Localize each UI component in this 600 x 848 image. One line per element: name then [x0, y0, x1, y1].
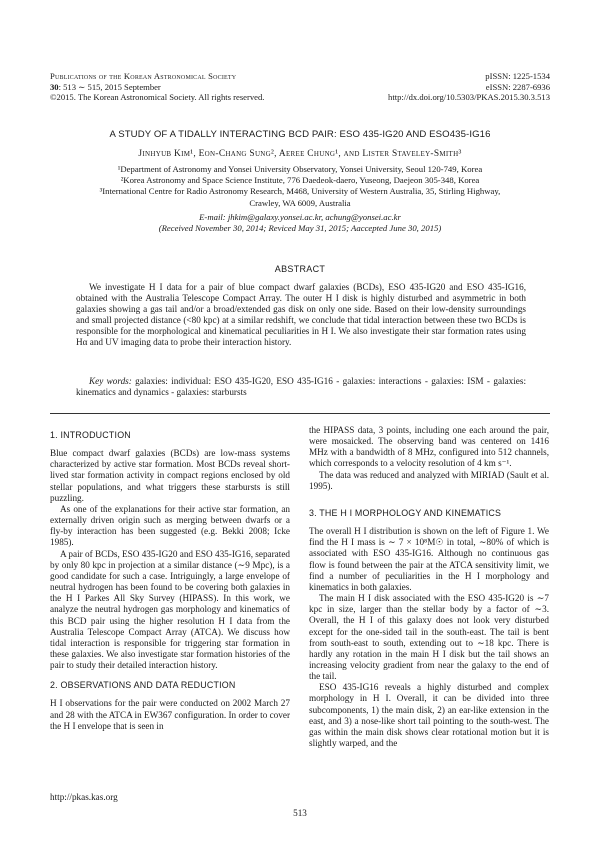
eissn: eISSN: 2287-6936 — [485, 81, 550, 92]
morph-paragraph-2: The main H I disk associated with the ESO 435-IG20 is ∼7 kpc in size, larger than the stellar body by a factor of ∼3. Overall, the H I of this galaxy does not look very disturbed except for the one-sided tail in the south-east. The tail is bent from south-east to south, extending out to ∼18 kpc. There is hardly any rotation in the main H I disk but the tail shows an increasing velocity gradient from near the galaxy to the end of the tail. — [309, 593, 549, 682]
obs-paragraph-1-continued: the HIPASS data, 3 points, including one each around the pair, were mosaicked. The observing band was centered on 1416 MHz with a bandwidth of 8 MHz, configured into 512 channels, which corresponds to a velocity resolution of 4 km s⁻¹. — [309, 425, 549, 469]
section-heading-morphology: 3. THE H I MORPHOLOGY AND KINEMATICS — [309, 507, 502, 518]
section-heading-observations: 2. OBSERVATIONS AND DATA REDUCTION — [50, 680, 236, 691]
intro-paragraph-3: A pair of BCDs, ESO 435-IG20 and ESO 435-IG16, separated by only 80 kpc in projection at a similar distance (∼9 Mpc), is a good candidate for such a case. Intriguingly, a large envelope of neutral hydrogen has been found to be covering both galaxies in the H I Parkes All Sky Survey (HIPASS). In this work, we analyze the neutral hydrogen gas morphology and kinematics of this BCD pair using the higher resolution H I data from the Australia Telescope Compact Array (ATCA). We discuss how tidal interaction is responsible for triggering star formation in these galaxies. We also investigate star formation histories of the pair to study their detailed interaction history. — [50, 548, 290, 671]
obs-paragraph-2: The data was reduced and analyzed with MIRIAD (Sault et al. 1995). — [309, 469, 549, 491]
paper-title: A STUDY OF A TIDALLY INTERACTING BCD PAIR: ESO 435-IG20 AND ESO435-IG16 — [109, 129, 491, 140]
doi-link[interactable]: http://dx.doi.org/10.5303/PKAS.2015.30.3.513 — [388, 92, 550, 103]
intro-paragraph-2: As one of the explanations for their active star formation, an externally driven origin such as merging between dwarfs or a fly-by interaction has been suggested (e.g. Bekki 2008; Icke 1985). — [50, 503, 290, 548]
morph-paragraph-1: The overall H I distribution is shown on the left of Figure 1. We find the H I mass is ∼ 7 × 10⁸M☉ in total, ∼80% of which is associated with ESO 435-IG16. Although no continuous gas flow is found between the pair at the ATCA sensitivity limit, we find a number of peculiarities in the H I morphology and kinematics in both galaxies. — [309, 526, 549, 592]
journal-name: Publications of the Korean Astronomical Society — [50, 71, 237, 81]
author-list: Jinhyub Kim¹, Eon-Chang Sung², Aeree Chung¹, and Lister Staveley-Smith³ — [138, 149, 462, 159]
keywords — [76, 376, 526, 398]
footer-url[interactable]: http://pkas.kas.org — [50, 792, 118, 802]
affiliation-3: ³International Centre for Radio Astronomy Research, M468, University of Western Australia, 35, Stirling Highway, — [99, 186, 501, 197]
abstract-text: We investigate H I data for a pair of blue compact dwarf galaxies (BCDs), ESO 435-IG20 and ESO 435-IG16, obtained with the Australia Telescope Compact Array. The outer H I disk is highly disturbed and asymmetric in both galaxies showing a gas tail and/or a broad/extended gas disk on only one side. Based on their low-density surroundings and small projected distance (<80 kpc) at a similar redshift, we conclude that tidal interaction between these two BCDs is responsible for the morphological and kinematical peculiarities in H I. We also investigate their star formation rates using Hα and UV imaging data to probe their interaction history. — [76, 282, 526, 348]
obs-paragraph-1: H I observations for the pair were conducted on 2002 March 27 and 28 with the ATCA in EW367 configuration. In order to cover the H I envelope that is seen in — [50, 698, 290, 731]
volume-pages-date: : 513 ∼ 515, 2015 September — [58, 81, 161, 92]
email-line: E-mail: jhkim@galaxy.yonsei.ac.kr, achung@yonsei.ac.kr — [199, 212, 401, 222]
affiliations — [40, 164, 560, 209]
copyright: ©2015. The Korean Astronomical Society. All rights reserved. — [50, 92, 265, 103]
abstract-heading: ABSTRACT — [274, 264, 326, 274]
right-column — [309, 426, 549, 749]
morph-paragraph-3: ESO 435-IG16 reveals a highly disturbed and complex morphology in H I. Overall, it can be divided into three subcomponents, 1) the main disk, 2) an ear-like extension in the east, and 3) a nose-like short tail pointing to the south-west. The gas within the main disk shows clear rotational motion but it is slightly warped, and the — [309, 682, 549, 749]
affiliation-3-cont: Crawley, WA 6009, Australia — [249, 197, 351, 208]
issn-block — [330, 71, 550, 103]
keywords-text: galaxies: individual: ESO 435-IG20, ESO 435-IG16 - galaxies: interactions - galaxies: ISM - galaxies: kinematics and dynamics - galaxies: starbursts — [76, 376, 527, 398]
pissn: pISSN: 1225-1534 — [485, 71, 550, 81]
affiliation-2: ²Korea Astronomy and Space Science Institute, 776 Daedeok-daero, Yuseong, Daejeon 305-348, Korea — [120, 175, 480, 186]
section-heading-introduction: 1. INTRODUCTION — [50, 430, 131, 440]
section-divider — [50, 413, 550, 414]
intro-paragraph-1: Blue compact dwarf galaxies (BCDs) are low-mass systems characterized by active star formation. Most BCDs reveal short-lived star formation activity in compact regions enclosed by old stellar populations, and what triggers these starbursts is still puzzling. — [50, 448, 290, 503]
affiliation-1: ¹Department of Astronomy and Yonsei University Observatory, Yonsei University, Seoul 120-749, Korea — [117, 164, 483, 174]
left-column — [50, 426, 290, 732]
page-number: 513 — [293, 808, 307, 818]
volume-number: 30 — [50, 81, 59, 92]
contact-block — [40, 212, 560, 234]
received-dates: (Received November 30, 2014; Reviced May 31, 2015; Aaccepted June 30, 2015) — [158, 223, 442, 233]
keywords-label: Key words: — [89, 376, 132, 386]
